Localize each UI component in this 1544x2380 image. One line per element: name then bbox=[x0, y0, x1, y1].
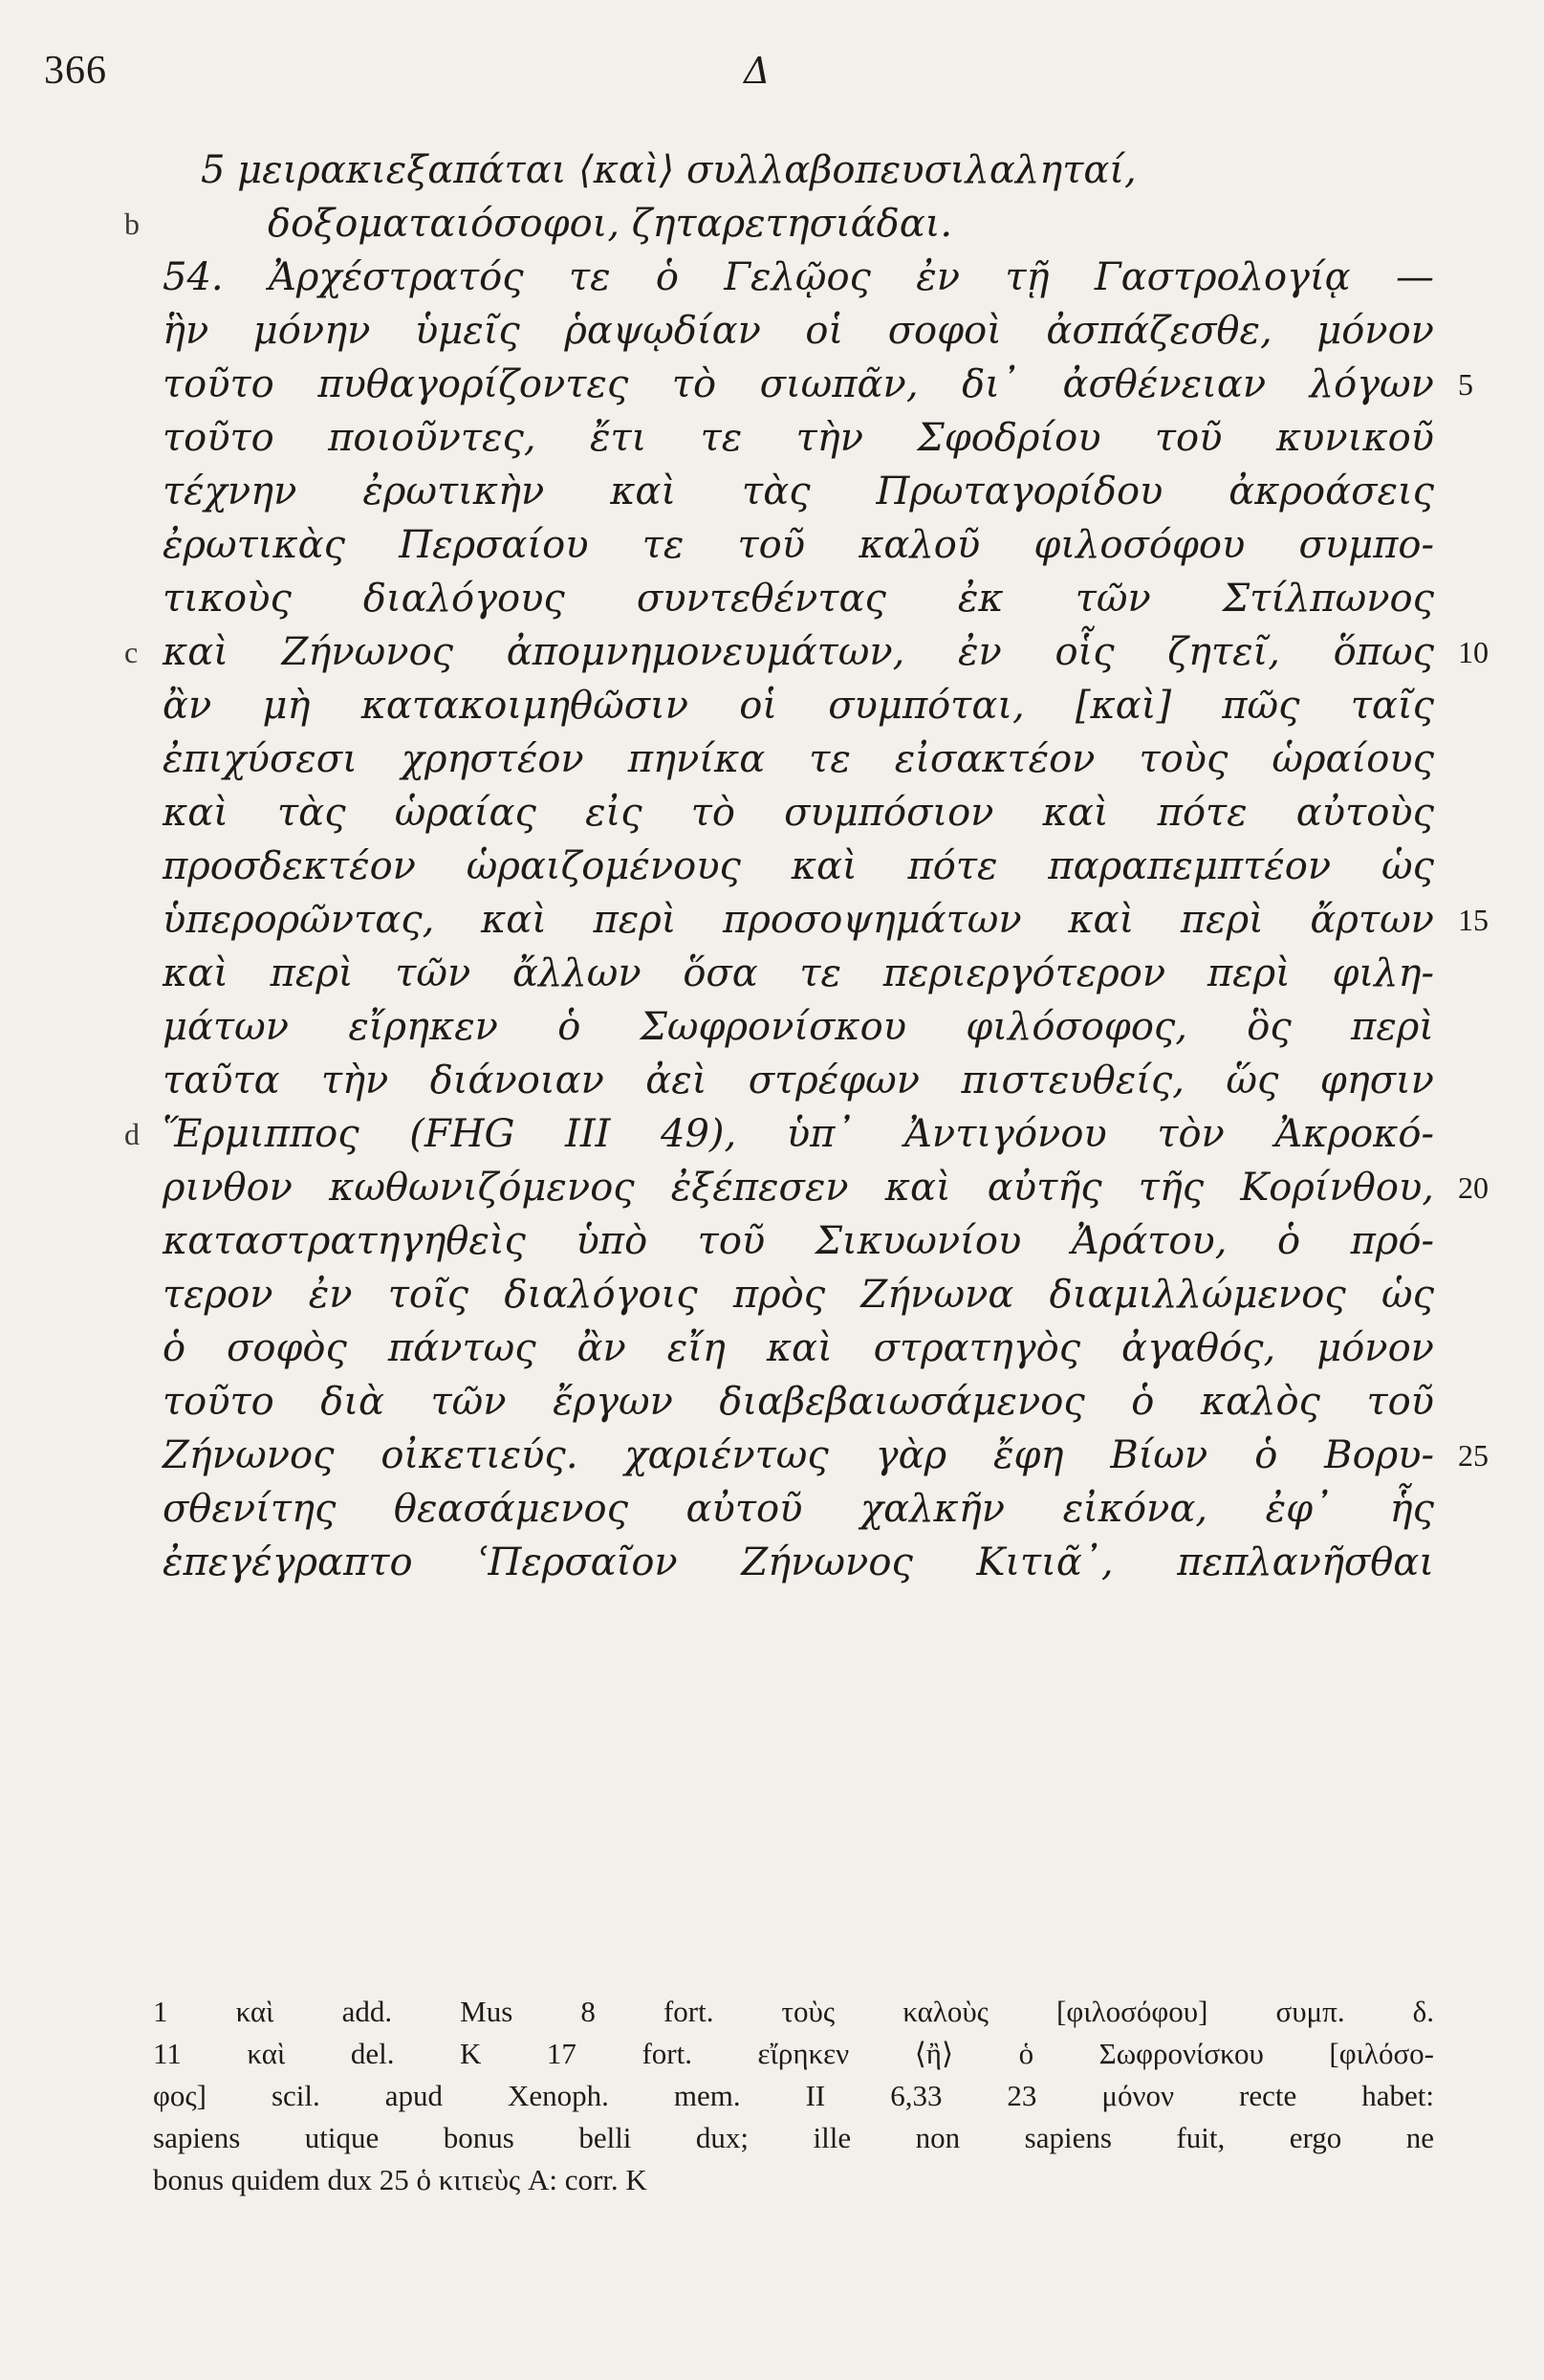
text-line bbox=[0, 1429, 1544, 1482]
text-line bbox=[0, 947, 1544, 1000]
line-text: μάτων εἴρηκεν ὁ Σωφρονίσκου φιλόσοφος, ὃς περὶ bbox=[163, 1005, 1434, 1049]
line-text: τερον ἐν τοῖς διαλόγοις πρὸς Ζήνωνα διαμιλλώμενος ὡς bbox=[163, 1273, 1434, 1317]
line-text: ὑπερορῶντας, καὶ περὶ προσοψημάτων καὶ περὶ ἄρτων bbox=[163, 898, 1434, 942]
text-line bbox=[0, 411, 1544, 465]
margin-letter: c bbox=[124, 635, 139, 669]
text-line bbox=[0, 1107, 1544, 1161]
apparatus-line: bonus quidem dux 25 ὁ κιτιεὺς A: corr. K bbox=[153, 2163, 647, 2196]
apparatus-line: 11 καὶ del. K 17 fort. εἴρηκεν ⟨ἢ⟩ ὁ Σωφρονίσκου [φιλόσο- bbox=[153, 2037, 1434, 2070]
text-line bbox=[0, 1000, 1544, 1054]
line-text: ἐπιχύσεσι χρηστέον πηνίκα τε εἰσακτέον τοὺς ὡραίους bbox=[163, 737, 1434, 781]
text-line bbox=[0, 732, 1544, 786]
text-line bbox=[0, 197, 1544, 251]
critical-apparatus bbox=[153, 1991, 1434, 2201]
text-line bbox=[0, 1321, 1544, 1375]
text-line bbox=[0, 358, 1544, 411]
text-line bbox=[0, 1482, 1544, 1536]
line-text: Ἕρμιππος (FHG III 49), ὑπ᾽ Ἀντιγόνου τὸν Ἀκροκό- bbox=[163, 1112, 1434, 1156]
text-line bbox=[0, 840, 1544, 893]
line-number: 10 bbox=[1458, 635, 1489, 669]
text-line bbox=[0, 1536, 1544, 1589]
line-text: σθενίτης θεασάμενος αὐτοῦ χαλκῆν εἰκόνα, ἐφ᾽ ἧς bbox=[163, 1487, 1434, 1531]
line-text: δοξοματαιόσοφοι, ζηταρετησιάδαι. bbox=[268, 202, 953, 246]
apparatus-line: φος] scil. apud Xenoph. mem. II 6,33 23 μόνον recte habet: bbox=[153, 2079, 1434, 2112]
apparatus-line: 1 καὶ add. Mus 8 fort. τοὺς καλοὺς [φιλοσόφου] συμπ. δ. bbox=[153, 1995, 1434, 2028]
line-text: ρινθον κωθωνιζόμενος ἐξέπεσεν καὶ αὐτῆς τῆς Κορίνθου, bbox=[163, 1166, 1434, 1210]
line-text: Ζήνωνος οἰκετιεύς. χαριέντως γὰρ ἔφη Βίων ὁ Βορυ- bbox=[163, 1433, 1434, 1477]
line-text: 54. Ἀρχέστρατός τε ὁ Γελῷος ἐν τῇ Γαστρολογίᾳ — bbox=[163, 255, 1434, 299]
line-text: ἐπεγέγραπτο ʿΠερσαῖον Ζήνωνος Κιτιᾶ᾽, πεπλανῆσθαι bbox=[163, 1540, 1434, 1584]
line-text: τοῦτο πυθαγορίζοντες τὸ σιωπᾶν, δι᾽ ἀσθένειαν λόγων bbox=[163, 362, 1434, 406]
page-number: 366 bbox=[44, 49, 107, 93]
line-text: προσδεκτέον ὡραιζομένους καὶ πότε παραπεμπτέον ὡς bbox=[163, 844, 1434, 888]
book-letter: Δ bbox=[744, 50, 771, 92]
line-text: καὶ τὰς ὡραίας εἰς τὸ συμπόσιον καὶ πότε αὐτοὺς bbox=[163, 791, 1434, 835]
line-text: τοῦτο διὰ τῶν ἔργων διαβεβαιωσάμενος ὁ καλὸς τοῦ bbox=[163, 1380, 1434, 1424]
line-number: 25 bbox=[1458, 1438, 1489, 1473]
line-text: τικοὺς διαλόγους συντεθέντας ἐκ τῶν Στίλπωνος bbox=[163, 577, 1434, 621]
line-number: 20 bbox=[1458, 1170, 1489, 1205]
apparatus-line: sapiens utique bonus belli dux; ille non sapiens fuit, ergo ne bbox=[153, 2121, 1434, 2154]
text-line bbox=[0, 679, 1544, 732]
text-line bbox=[0, 251, 1544, 304]
text-line bbox=[0, 786, 1544, 840]
line-text: ἂν μὴ κατακοιμηθῶσιν οἱ συμπόται, [καὶ] πῶς ταῖς bbox=[163, 684, 1434, 728]
line-number: 15 bbox=[1458, 903, 1489, 937]
text-line bbox=[0, 143, 1544, 197]
line-text: καταστρατηγηθεὶς ὑπὸ τοῦ Σικυωνίου Ἀράτου, ὁ πρό- bbox=[163, 1219, 1434, 1263]
text-line bbox=[0, 1054, 1544, 1107]
text-line bbox=[0, 465, 1544, 518]
text-line bbox=[0, 572, 1544, 625]
text-line bbox=[0, 518, 1544, 572]
margin-letter: b bbox=[124, 207, 140, 241]
text-line bbox=[0, 1214, 1544, 1268]
line-number: 5 bbox=[1458, 367, 1473, 402]
line-text: ὁ σοφὸς πάντως ἂν εἴη καὶ στρατηγὸς ἀγαθός, μόνον bbox=[163, 1326, 1434, 1370]
margin-letter: d bbox=[124, 1117, 140, 1151]
text-line bbox=[0, 1268, 1544, 1321]
text-line bbox=[0, 1161, 1544, 1214]
line-text: τοῦτο ποιοῦντες, ἔτι τε τὴν Σφοδρίου τοῦ κυνικοῦ bbox=[163, 416, 1434, 460]
line-text: καὶ Ζήνωνος ἀπομνημονευμάτων, ἐν οἷς ζητεῖ, ὅπως bbox=[163, 630, 1434, 674]
line-text: ἣν μόνην ὑμεῖς ῥαψῳδίαν οἱ σοφοὶ ἀσπάζεσθε, μόνον bbox=[163, 309, 1434, 353]
line-text: 5 μειρακιεξαπάται ⟨καὶ⟩ συλλαβοπευσιλαληταί, bbox=[201, 148, 1137, 192]
text-line bbox=[0, 1375, 1544, 1429]
line-text: ἐρωτικὰς Περσαίου τε τοῦ καλοῦ φιλοσόφου συμπο- bbox=[163, 523, 1434, 567]
text-line bbox=[0, 893, 1544, 947]
line-text: καὶ περὶ τῶν ἄλλων ὅσα τε περιεργότερον περὶ φιλη- bbox=[163, 951, 1434, 995]
text-line bbox=[0, 304, 1544, 358]
line-text: τέχνην ἐρωτικὴν καὶ τὰς Πρωταγορίδου ἀκροάσεις bbox=[163, 469, 1434, 513]
line-text: ταῦτα τὴν διάνοιαν ἀεὶ στρέφων πιστευθείς, ὥς φησιν bbox=[163, 1059, 1434, 1103]
text-line bbox=[0, 625, 1544, 679]
